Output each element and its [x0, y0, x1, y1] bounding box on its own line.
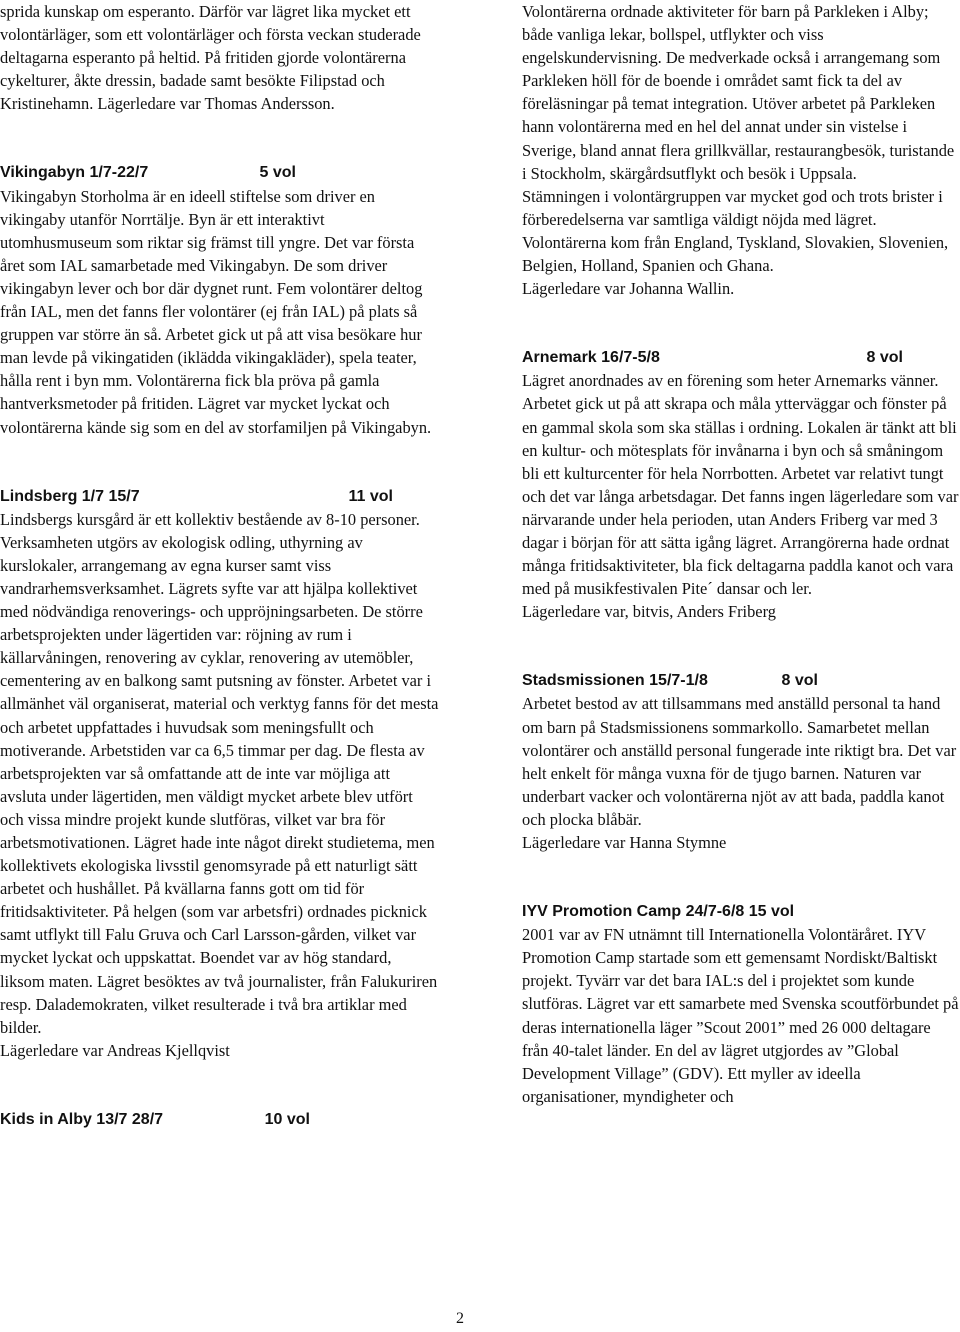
lindsberg-volunteers: 11 vol [348, 487, 393, 505]
vikingabyn-volunteers: 5 vol [259, 164, 296, 182]
arnemark-body: Lägret anordnades av en förening som heter Arnemarks vänner. Arbetet gick ut på att skrapa och måla ytterväggar och fönster på en gammal skola som ska ställas i ordning. Lokalen är tänkt att bli en kultur- och mötesplats för invånarna i byn och så småningom bli ett kulturcenter för hela Norrbotten. Arbetet var relativt tungt och det var långa arbetsdagar. Det fanns ingen lägerledare som var närvarande under hela perioden, utan Anders Friberg var med 3 dagar i början för att sätta igång lägret. Arrangörerna hade ordnat många fritidsaktiviteter, bla fick deltagarna paddla kanot och vara med på musikfestivalen Pite´ dansar och ler. [522, 371, 959, 599]
iyv-heading [522, 900, 960, 923]
left-column [0, 0, 440, 1131]
intro-paragraph: sprida kunskap om esperanto. Därför var lägret lika mycket ett volontärläger, som ett volontärläger och första veckan studerade deltagarna esperanto på heltid. På fritiden gjorde volontärerna cykelturer, åkte dressin, badade samt besökte Filipstad och Kristinehamn. Lägerledare var Thomas Andersson. [0, 2, 421, 114]
right-column [522, 0, 960, 1108]
stadsmissionen-title: Stadsmissionen 15/7-1/8 [522, 672, 708, 690]
alby-paragraph-2: Stämningen i volontärgruppen var mycket god och trots brister i förberedelserna var samtliga väldigt nöjda med lägret. Volontärerna kom från England, Tyskland, Slovakien, Slovenien, Belgien, Holland, Spanien och Ghana. [522, 186, 949, 276]
arnemark-title: Arnemark 16/7-5/8 [522, 349, 660, 367]
vikingabyn-heading [0, 161, 296, 184]
kids-in-alby-volunteers: 10 vol [264, 1110, 310, 1128]
arnemark-volunteers: 8 vol [866, 349, 903, 367]
arnemark-heading [522, 346, 903, 369]
stadsmissionen-volunteers: 8 vol [781, 672, 818, 690]
lindsberg-heading [0, 485, 393, 508]
vikingabyn-title: Vikingabyn 1/7-22/7 [0, 164, 149, 182]
stadsmissionen-body: Arbetet bestod av att tillsammans med anställd personal ta hand om barn på Stadsmissionens sommarkollo. Samarbetet mellan volontärer och anställd personal fungerade inte riktigt bra. Det var helt enkelt för många vuxna för de tjugo barnen. Naturen var underbart vacker och volontärerna njöt av att bada, paddla kanot och plocka blåbär. [522, 694, 957, 829]
kids-in-alby-heading [0, 1108, 310, 1131]
lindsberg-title: Lindsberg 1/7 15/7 [0, 487, 140, 505]
stadsmissionen-leader: Lägerledare var Hanna Stymne [522, 833, 727, 852]
alby-leader: Lägerledare var Johanna Wallin. [522, 279, 735, 299]
arnemark-leader: Lägerledare var, bitvis, Anders Friberg [522, 602, 776, 622]
stadsmissionen-heading [522, 669, 818, 692]
iyv-title: IYV Promotion Camp 24/7-6/8 15 vol [522, 903, 795, 921]
kids-in-alby-title: Kids in Alby 13/7 28/7 [0, 1110, 164, 1128]
iyv-body: 2001 var av FN utnämnt till Internationella Volontäråret. IYV Promotion Camp startade som ett gemensamt Nordiskt/Baltiskt projekt. Tyvärr var det bara IAL:s del i projektet som kunde slutföras. Lägret var ett samarbete med Svenska scoutförbundet på deras internationella läger ”Scout 2001” med 26 000 deltagare från 40-talet länder. En del av lägret utgjordes av ”Global Development Village” (GDV). Ett myller av ideella organisationer, myndigheter och [522, 925, 959, 1106]
lindsberg-body: Lindsbergs kursgård är ett kollektiv bestående av 8-10 personer. Verksamheten utgörs av ekologisk odling, uthyrning av kurslokaler, arrangemang av egna kurser samt viss vandrarhemsverksamhet. Lägrets syfte var att hjälpa kollektivet med nödvändiga renoverings- och uppröjningsarbeten. De större arbetsprojekten under lägertiden var: röjning av rum i källarvåningen, renovering av cyklar, renovering av utemöbler, cementering av en balkong samt putsning av fönster. Arbetet var i allmänhet väl organiserat, material och verktyg fanns för det mesta och arbetet uppfattades i huvudsak som meningsfullt och motiverande. Arbetstiden var ca 6,5 timmar per dag. De flesta av arbetsprojekten var så omfattande att de inte var möjliga att avsluta under lägertiden, men väldigt mycket arbete blev utfört och vissa mindre projekt kunde slutföras, vilket var bra för arbetsmotivationen. Lägret hade inte något direkt studietema, men kollektivets ekologiska livsstil genomsyrade på ett naturligt sätt arbetet och hushållet. På kvällarna fanns gott om tid för fritidsaktiviteter. På helgen (som var arbetsfri) ordnades picknick samt utflykt till Falu Gruva och Carl Larsson-gården, vilket var mycket lyckat och uppskattat. Boendet var av hög standard, liksom maten. Lägret besöktes av två journalister, från Falukuriren resp. Dalademokraten, vilket resulterade i två bra artiklar med bilder. [0, 509, 439, 1037]
lindsberg-leader: Lägerledare var Andreas Kjellqvist [0, 1040, 230, 1060]
alby-paragraph: Volontärerna ordnade aktiviteter för barn på Parkleken i Alby; både vanliga lekar, bollspel, utflykter och viss engelskundervisning. De medverkade också i arrangemang som Parkleken höll för de boende i området samt fick ta del av föreläsningar på temat integration. Utöver arbetet på Parkleken hann volontärerna med en hel del annat under sin vistelse i Sverige, bland annat flera grillkvällar, restaurangbesök, turistande i Stockholm, skärgårdsutflykt och besök i Uppsala. [522, 2, 955, 183]
vikingabyn-body: Vikingabyn Storholma är en ideell stiftelse som driver en vikingaby utanför Norrtälje. Byn är ett interaktivt utomhusmuseum som riktar sig främst till yngre. Det var första året som IAL samarbetade med Vikingabyn. De som driver vikingabyn lever och bor där dygnet runt. Fem volontärer deltog från IAL, men det fanns fler volontärer (ej från IAL) på plats så gruppen var större än så. Arbetet gick ut på att visa besökare hur man levde på vikingatiden (iklädda vikingakläder), spela teater, hålla rent i byn mm. Volontärerna fick bla pröva på gamla hantverksmetoder på fritiden. Lägret var mycket lyckat och volontärerna kände sig som en del av storfamiljen på Vikingabyn. [0, 186, 432, 437]
page-number: 2 [456, 1310, 464, 1327]
